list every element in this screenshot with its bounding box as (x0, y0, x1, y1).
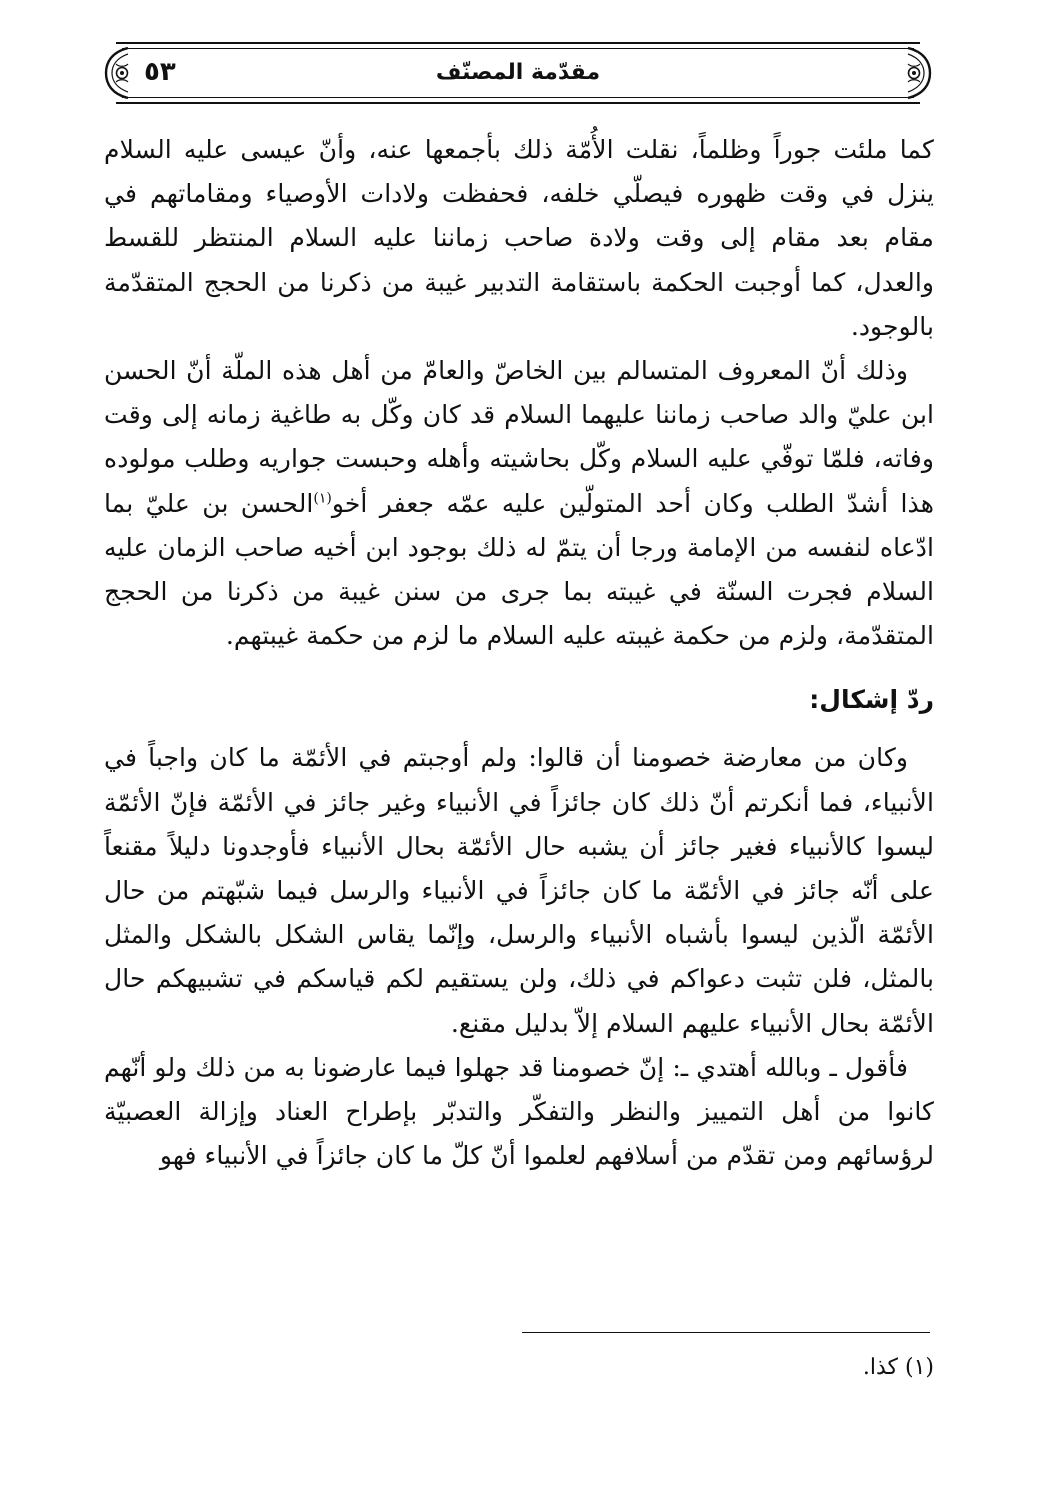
paragraph: وكان من معارضة خصومنا أن قالوا: ولم أوجبتم في الأئمّة ما كان واجباً في الأنبياء، فما أنكرتم أنّ ذلك كان جائزاً في الأنبياء وغير جائز في الأئمّة فإنّ الأئمّة ليسوا كالأنبياء فغير جائز أن يشبه حال الأئمّة بحال الأنبياء فأوجدونا دليلاً مقنعاً على أنّه جائز في الأئمّة ما كان جائزاً في الأنبياء والرسل فيما شبّهتم من حال الأئمّة الّذين ليسوا بأشباه الأنبياء والرسل، وإنّما يقاس الشكل بالشكل والمثل بالمثل، فلن تثبت دعواكم في ذلك، ولن يستقيم لكم قياسكم في تشبيهكم حال الأئمّة بحال الأنبياء عليهم السلام إلاّ بدليل مقنع. (104, 743, 934, 1038)
paragraph (104, 349, 934, 658)
paragraph-text: الحسن بن عليّ بما ادّعاه لنفسه من الإمامة ورجا أن يتمّ له ذلك بوجود ابن أخيه صاحب الزمان عليه السلام فجرت السنّة في غيبته بما جرى من سنن غيبة من ذكرنا من الحجج المتقدّمة، ولزم من حكمة غيبته عليه السلام ما لزم من حكمة غيبتهم. (104, 488, 934, 651)
footnote-marker: (١) (313, 490, 332, 507)
page-title: مقدّمة المصنّف (435, 60, 601, 85)
paragraph-text: وذلك أنّ المعروف المتسالم بين الخاصّ والعامّ من أهل هذه الملّة أنّ الحسن ابن عليّ والد صاحب زماننا عليهما السلام قد كان وكّل به طاغية زمانه إلى وقت وفاته، فلمّا توفّي عليه السلام وكّل بحاشيته وأهله وحبست جواريه وطلب مولوده هذا أشدّ الطلب وكان أحد المتولّين عليه عمّه جعفر أخو (104, 356, 934, 518)
main-text (104, 128, 934, 1178)
page-number: ٥٣ (144, 57, 176, 87)
paragraph: كما ملئت جوراً وظلماً، نقلت الأُمّة ذلك بأجمعها عنه، وأنّ عيسى عليه السلام ينزل في وقت ظهوره فيصلّي خلفه، فحفظت ولادات الأوصياء ومقاماتهم في مقام بعد مقام إلى وقت ولادة صاحب زماننا عليه السلام المنتظر للقسط والعدل، كما أوجبت الحكمة باستقامة التدبير غيبة من ذكرنا من الحجج المتقدّمة بالوجود. (104, 135, 934, 341)
running-header (102, 42, 934, 104)
paragraph: فأقول ـ وبالله أهتدي ـ: إنّ خصومنا قد جهلوا فيما عارضونا به من ذلك ولو أنّهم كانوا من أهل التمييز والنظر والتفكّر والتدبّر بإطراح العناد وإزالة العصبيّة لرؤسائهم ومن تقدّم من أسلافهم لعلموا أنّ كلّ ما كان جائزاً في الأنبياء فهو (104, 1052, 934, 1171)
footnote: (١) كذا. (862, 1355, 934, 1380)
section-heading: ردّ إشكال: (809, 685, 934, 715)
footnote-divider (522, 1332, 930, 1333)
